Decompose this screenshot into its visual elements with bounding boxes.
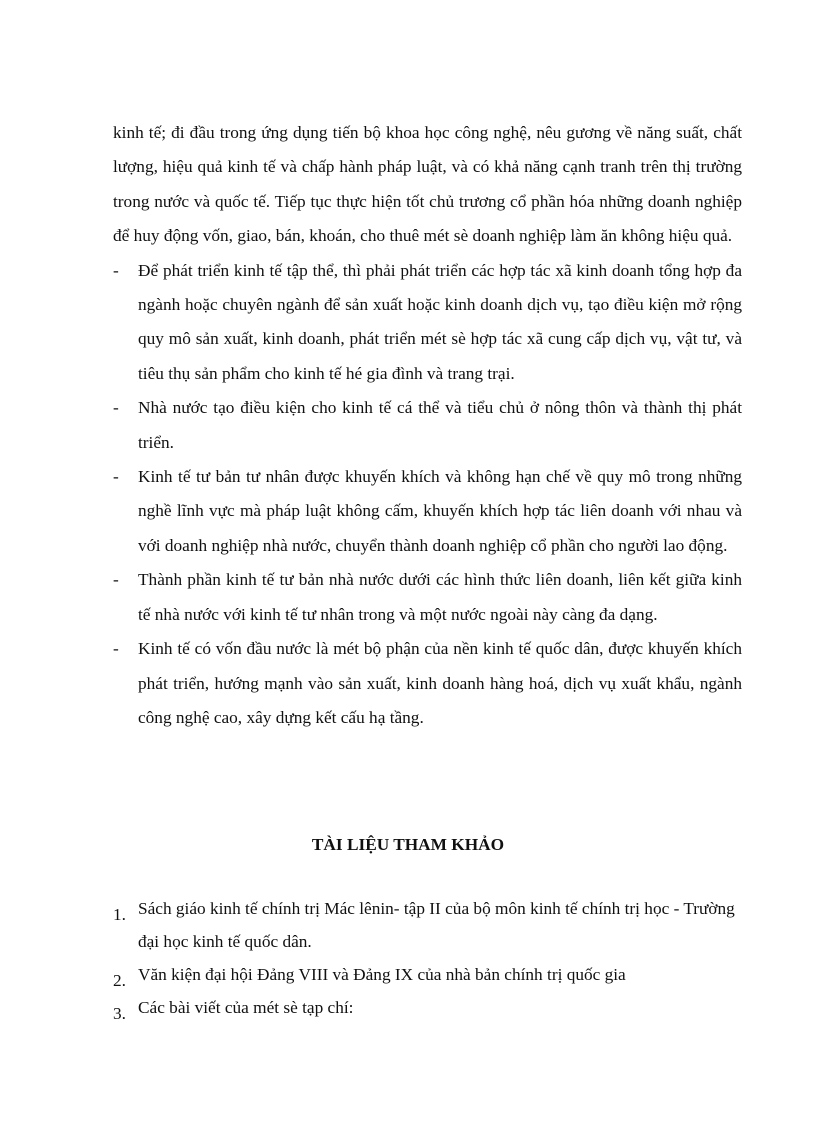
reference-number: 2.	[113, 971, 126, 990]
reference-item	[113, 991, 753, 1024]
bullet-item	[113, 632, 742, 735]
reference-item	[113, 958, 753, 991]
reference-number: 1.	[113, 905, 126, 924]
bullet-item	[113, 254, 742, 392]
reference-number: 3.	[113, 1004, 126, 1023]
bullet-list	[113, 254, 742, 736]
bullet-text: Nhà nước tạo điều kiện cho kinh tế cá thể và tiểu chủ ở nông thôn và thành thị phát triển.	[138, 398, 742, 452]
references-list	[113, 892, 753, 1024]
bullet-item	[113, 460, 742, 563]
intro-paragraph: kinh tế; đi đầu trong ứng dụng tiến bộ khoa học công nghệ, nêu gương về năng suất, chất lượng, hiệu quả kinh tế và chấp hành pháp luật, và có khả năng cạnh tranh trên thị trường trong nước và quốc tế. Tiếp tục thực hiện tốt chủ trương cổ phần hóa những doanh nghiệp để huy động vốn, giao, bán, khoán, cho thuê mét sè doanh nghiệp làm ăn không hiệu quả.	[113, 123, 742, 246]
bullet-dash: -	[113, 398, 119, 418]
bullet-dash: -	[113, 467, 119, 487]
bullet-text: Kinh tế có vốn đầu nước là mét bộ phận của nền kinh tế quốc dân, được khuyến khích phát triển, hướng mạnh vào sản xuất, kinh doanh hàng hoá, dịch vụ xuất khẩu, ngành công nghệ cao, xây dựng kết cấu hạ tầng.	[138, 639, 742, 727]
bullet-text: Kinh tế tư bản tư nhân được khuyến khích và không hạn chế về quy mô trong những nghề lĩnh vực mà pháp luật không cấm, khuyến khích hợp tác liên doanh với nhau và với doanh nghiệp nhà nước, chuyển thành doanh nghiệp cổ phần cho người lao động.	[138, 467, 742, 555]
bullet-dash: -	[113, 570, 119, 590]
body-text	[113, 116, 742, 735]
bullet-text: Để phát triển kinh tế tập thể, thì phải phát triển các hợp tác xã kinh doanh tổng hợp đa ngành hoặc chuyên ngành để sản xuất hoặc kinh doanh dịch vụ, tạo điều kiện mở rộng quy mô sản xuất, kinh doanh, phát triển mét sè hợp tác xã cung cấp dịch vụ, vật tư, và tiêu thụ sản phẩm cho kinh tế hé gia đình và trang trại.	[138, 260, 742, 383]
reference-text: Văn kiện đại hội Đảng VIII và Đảng IX của nhà bản chính trị quốc gia	[138, 965, 626, 984]
reference-text: Sách giáo kinh tế chính trị Mác lênin- tập II của bộ môn kinh tế chính trị học - Trường đại học kinh tế quốc dân.	[138, 899, 735, 951]
references-heading: TÀI LIỆU THAM KHẢO	[311, 835, 505, 854]
bullet-dash: -	[113, 639, 119, 659]
reference-item	[113, 892, 753, 958]
bullet-item	[113, 563, 742, 632]
bullet-text: Thành phần kinh tế tư bản nhà nước dưới các hình thức liên doanh, liên kết giữa kinh tế nhà nước với kinh tế tư nhân trong và một nước ngoài này càng đa dạng.	[138, 570, 742, 624]
reference-text: Các bài viết của mét sè tạp chí:	[138, 998, 354, 1017]
bullet-dash: -	[113, 260, 119, 280]
bullet-item	[113, 391, 742, 460]
